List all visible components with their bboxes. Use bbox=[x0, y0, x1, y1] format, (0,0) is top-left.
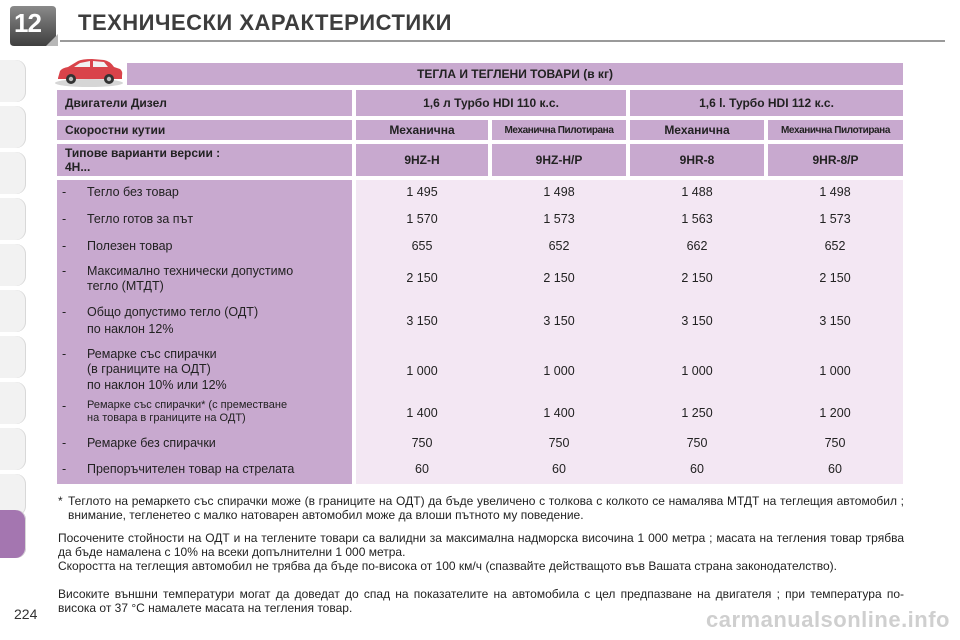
car-icon bbox=[52, 56, 126, 88]
variants-label-line: Типове варианти версии : bbox=[65, 146, 221, 160]
table-cell: 652 bbox=[824, 239, 846, 253]
chapter-tab[interactable] bbox=[0, 336, 26, 378]
table-cell: 652 bbox=[548, 239, 570, 253]
engine-header: 1,6 l. Турбо HDI 112 к.с. bbox=[630, 90, 903, 116]
note-paragraph: Скоростта на теглещия автомобил не трябва да бъде по-висока от 100 км/ч (спазвайте действащото във Вашата страна законодателство). bbox=[58, 559, 837, 573]
table-cell: 2 150 bbox=[819, 271, 851, 285]
table-cell: 1 498 bbox=[543, 185, 575, 199]
row-label: Препоръчителен товар на стрелата bbox=[87, 462, 295, 476]
page-number: 224 bbox=[14, 606, 38, 622]
footnote-text: Теглото на ремаркето със спирачки може (в границите на ОДТ) да бъде увеличено с толкова с колкото се намалява МТДТ на теглещия автомобил ; внимание, тегленетео с малко натоварен автомобил може да влоши пътното му поведение. bbox=[68, 494, 904, 522]
table-cell: 1 000 bbox=[406, 364, 438, 378]
chapter-tab[interactable] bbox=[0, 198, 26, 240]
table-cell: 60 bbox=[690, 462, 704, 476]
table-cell: 1 000 bbox=[543, 364, 575, 378]
chapter-tab[interactable] bbox=[0, 428, 26, 470]
table-cell: 1 498 bbox=[819, 185, 851, 199]
row-label: Полезен товар bbox=[87, 239, 173, 253]
table-cell: 60 bbox=[415, 462, 429, 476]
table-cell: 1 250 bbox=[681, 406, 713, 420]
table-cell: 1 000 bbox=[681, 364, 713, 378]
table-cell: 3 150 bbox=[681, 314, 713, 328]
page-title: ТЕХНИЧЕСКИ ХАРАКТЕРИСТИКИ bbox=[78, 10, 452, 35]
table-cell: 750 bbox=[686, 436, 708, 450]
table-cell: 750 bbox=[411, 436, 433, 450]
gearbox-header: Механична Пилотирана bbox=[492, 120, 626, 140]
table-cell: 1 563 bbox=[681, 212, 713, 226]
table-cell: 1 488 bbox=[681, 185, 713, 199]
gearbox-header: Механична bbox=[356, 120, 488, 140]
gearbox-header: Механична bbox=[630, 120, 764, 140]
variant-header: 9HR-8 bbox=[630, 144, 764, 176]
chapter-tab[interactable] bbox=[0, 152, 26, 194]
table-cell: 1 573 bbox=[819, 212, 851, 226]
table-cell: 1 495 bbox=[406, 185, 438, 199]
table-cell: 750 bbox=[824, 436, 846, 450]
chapter-tabs bbox=[0, 60, 30, 580]
table-title: ТЕГЛА И ТЕГЛЕНИ ТОВАРИ (в кг) bbox=[127, 63, 903, 85]
watermark: carmanualsonline.info bbox=[706, 607, 950, 632]
footnote bbox=[58, 494, 904, 522]
engine-header: 1,6 л Турбо HDI 110 к.с. bbox=[356, 90, 626, 116]
table-cell: 3 150 bbox=[819, 314, 851, 328]
row-label: Ремарке със спирачки bbox=[87, 347, 217, 361]
row-label: тегло (МТДТ) bbox=[87, 279, 164, 293]
row-label: Максимално технически допустимо bbox=[87, 264, 294, 278]
note-paragraph: Високите външни температури могат да доведат до спад на показателите на автомобила с цел предпазване на двигателя ; при температура по-висока от 37 °C намалете масата на тегления товар. bbox=[58, 587, 904, 615]
chapter-tab[interactable] bbox=[0, 244, 26, 286]
chapter-tab[interactable] bbox=[0, 106, 26, 148]
table-cell: 1 400 bbox=[543, 406, 575, 420]
variant-header: 9HZ-H/P bbox=[492, 144, 626, 176]
row-label: Тегло без товар bbox=[87, 185, 179, 199]
table-cell: 3 150 bbox=[543, 314, 575, 328]
row-label: (в границите на ОДТ) bbox=[87, 362, 211, 376]
table-cell: 2 150 bbox=[681, 271, 713, 285]
row-label: Тегло готов за път bbox=[87, 212, 194, 226]
title-rule bbox=[60, 40, 945, 42]
table-cell: 2 150 bbox=[406, 271, 438, 285]
table-cell: 3 150 bbox=[406, 314, 438, 328]
table-cell: 60 bbox=[552, 462, 566, 476]
row-label: на товара в границите на ОДТ) bbox=[87, 412, 246, 424]
variant-header: 9HR-8/P bbox=[768, 144, 903, 176]
gearbox-header: Механична Пилотирана bbox=[768, 120, 903, 140]
table-cell: 1 200 bbox=[819, 406, 851, 420]
footnote-asterisk: * bbox=[58, 494, 63, 508]
table-cell: 750 bbox=[548, 436, 570, 450]
table-cell: 1 573 bbox=[543, 212, 575, 226]
gearbox-label: Скоростни кутии bbox=[57, 120, 352, 140]
row-label: по наклон 10% или 12% bbox=[87, 378, 227, 392]
table-cell: 662 bbox=[686, 239, 708, 253]
chapter-tab[interactable] bbox=[0, 382, 26, 424]
variant-header: 9HZ-H bbox=[356, 144, 488, 176]
table-cell: 1 000 bbox=[819, 364, 851, 378]
variants-label bbox=[57, 144, 352, 176]
table-cell: 60 bbox=[828, 462, 842, 476]
chapter-tab[interactable] bbox=[0, 60, 26, 102]
chapter-number: 12 bbox=[14, 8, 41, 38]
table-cell: 1 570 bbox=[406, 212, 438, 226]
engines-label: Двигатели Дизел bbox=[57, 90, 352, 116]
note-paragraph: Посочените стойности на ОДТ и на теглените товари са валидни за максимална надморска височина 1 000 метра ; масата на тегления товар трябва да бъде намалена с 10% на всеки допълнителни 1 000 метра. bbox=[58, 531, 904, 559]
table-cell: 655 bbox=[411, 239, 433, 253]
row-label: Ремарке без спирачки bbox=[87, 436, 216, 450]
chapter-tab-active[interactable] bbox=[0, 510, 26, 558]
row-label: Общо допустимо тегло (ОДТ) bbox=[87, 305, 259, 319]
row-label: по наклон 12% bbox=[87, 322, 174, 336]
table-cell: 2 150 bbox=[543, 271, 575, 285]
row-label: Ремарке със спирачки* (с преместване bbox=[87, 399, 288, 411]
variants-label-line: 4H... bbox=[65, 160, 91, 174]
chapter-tab[interactable] bbox=[0, 290, 26, 332]
table-cell: 1 400 bbox=[406, 406, 438, 420]
